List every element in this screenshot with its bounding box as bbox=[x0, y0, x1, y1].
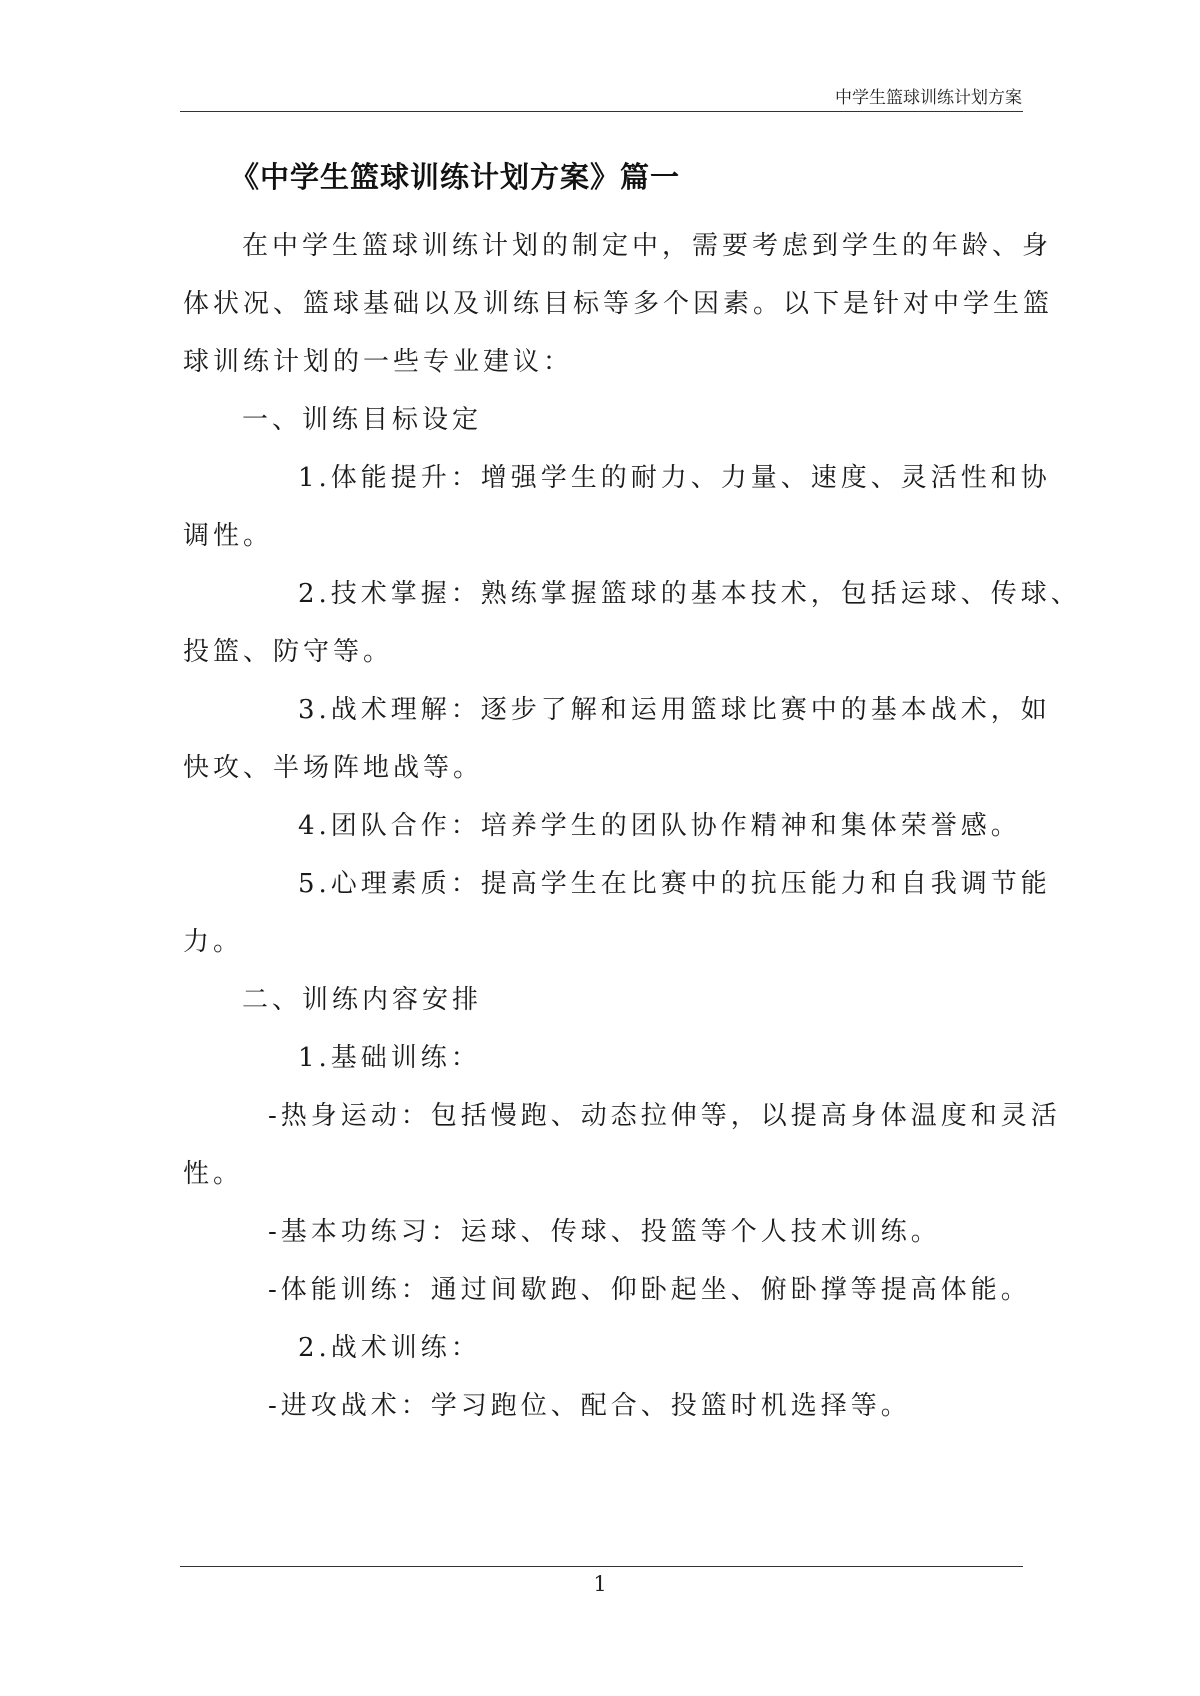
goal-item-line: 调性。 bbox=[183, 521, 274, 551]
goal-item-line: 4.团队合作：培养学生的团队协作精神和集体荣誉感。 bbox=[298, 811, 1021, 841]
document-title: 《中学生篮球训练计划方案》篇一 bbox=[230, 160, 681, 194]
content-item-line: -进攻战术：学习跑位、配合、投篮时机选择等。 bbox=[268, 1391, 911, 1421]
header-divider bbox=[180, 111, 1023, 112]
goal-item-line: 力。 bbox=[183, 927, 244, 957]
running-header: 中学生篮球训练计划方案 bbox=[835, 88, 1022, 108]
goal-item-line: 快攻、半场阵地战等。 bbox=[183, 753, 484, 783]
goal-item-line: 投篮、防守等。 bbox=[183, 637, 394, 667]
subsection-heading: 1.基础训练： bbox=[298, 1043, 481, 1073]
goal-item-line: 5.心理素质：提高学生在比赛中的抗压能力和自我调节能 bbox=[298, 869, 1051, 899]
intro-paragraph-line: 体状况、篮球基础以及训练目标等多个因素。以下是针对中学生篮 bbox=[183, 289, 1054, 319]
goal-item-line: 2.技术掌握：熟练掌握篮球的基本技术，包括运球、传球、 bbox=[298, 579, 1081, 609]
goal-item-line: 3.战术理解：逐步了解和运用篮球比赛中的基本战术，如 bbox=[298, 695, 1051, 725]
content-item-line: -基本功练习：运球、传球、投篮等个人技术训练。 bbox=[268, 1217, 941, 1247]
goal-item-line: 1.体能提升：增强学生的耐力、力量、速度、灵活性和协 bbox=[298, 463, 1051, 493]
intro-paragraph-line: 球训练计划的一些专业建议： bbox=[183, 347, 574, 377]
content-item-line: 性。 bbox=[183, 1159, 244, 1189]
section-heading-content: 二、训练内容安排 bbox=[242, 985, 483, 1015]
content-item-line: -体能训练：通过间歇跑、仰卧起坐、俯卧撑等提高体能。 bbox=[268, 1275, 1031, 1305]
intro-paragraph-line: 在中学生篮球训练计划的制定中，需要考虑到学生的年龄、身 bbox=[242, 231, 1053, 261]
section-heading-goals: 一、训练目标设定 bbox=[242, 405, 483, 435]
page-number: 1 bbox=[593, 1572, 607, 1596]
content-item-line: -热身运动：包括慢跑、动态拉伸等，以提高身体温度和灵活 bbox=[268, 1101, 1061, 1131]
footer-divider bbox=[180, 1566, 1023, 1567]
subsection-heading: 2.战术训练： bbox=[298, 1333, 481, 1363]
